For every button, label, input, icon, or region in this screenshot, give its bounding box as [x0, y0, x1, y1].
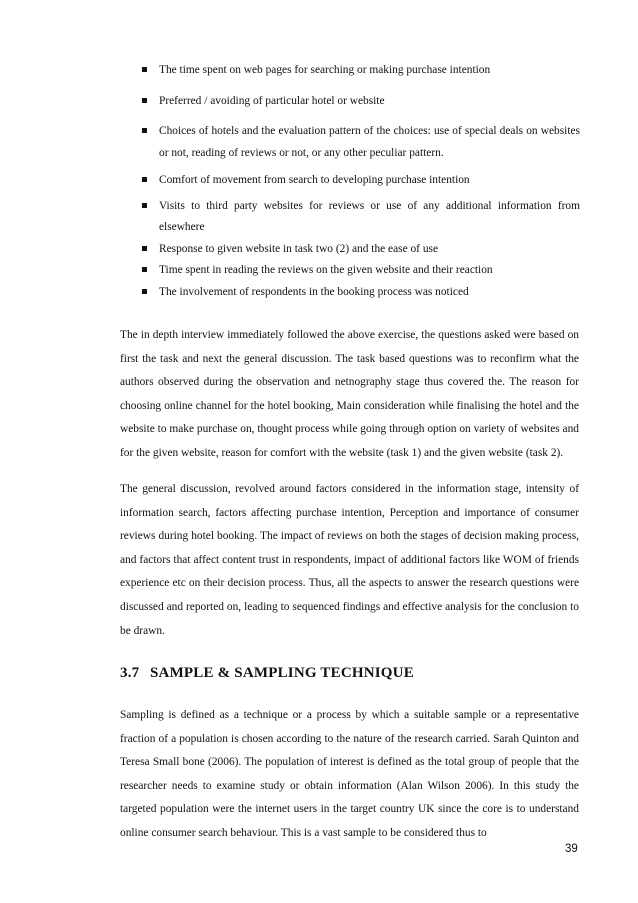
- list-item: [120, 91, 580, 113]
- list-item-text: Visits to third party websites for reviews or use of any additional information from elsewhere: [159, 199, 580, 233]
- section-title: SAMPLE & SAMPLING TECHNIQUE: [150, 665, 414, 681]
- section-heading: [120, 665, 414, 682]
- paragraph-interview: The in depth interview immediately followed the above exercise, the questions asked were based on first the task and next the general discussion. The task based questions was to reconfirm what the authors observed during the observation and netnography stage thus covered the. The reason for choosing online channel for the hotel booking, Main consideration while finalising the hotel and the website to make purchase on, thought process while going through option on variety of websites and for the given website, reason for comfort with the website (task 1) and the given website (task 2).: [120, 329, 579, 459]
- list-item: [120, 121, 580, 164]
- page-number: 39: [565, 843, 578, 855]
- list-item-text: Time spent in reading the reviews on the given website and their reaction: [159, 264, 493, 276]
- list-item: [120, 260, 580, 282]
- square-bullet-icon: [142, 98, 147, 103]
- list-item: [120, 196, 580, 239]
- square-bullet-icon: [142, 177, 147, 182]
- list-item-text: Preferred / avoiding of particular hotel or website: [159, 94, 385, 107]
- paragraph-general-discussion: The general discussion, revolved around factors considered in the information stage, intensity of information search, factors affecting purchase intention, Perception and importance of consumer reviews during hotel booking. The impact of reviews on both the stages of decision making process, and factors that affect content trust in respondents, impact of additional factors like WOM of friends experience etc on their decision process. Thus, all the aspects to answer the research questions were discussed and reported on, leading to sequenced findings and effective analysis for the conclusion to be drawn.: [120, 483, 579, 637]
- square-bullet-icon: [142, 246, 147, 251]
- paragraph-sampling: Sampling is defined as a technique or a process by which a suitable sample or a representative fraction of a population is chosen according to the nature of the research carried. Sarah Quinton and Teresa Small bone (2006). The population of interest is defined as the total group of people that the researcher needs to examine study or obtain information (Alan Wilson 2006). In this study the targeted population were the internet users in the target country UK since the core is to understand online consumer search behaviour. This is a vast sample to be considered thus to: [120, 709, 579, 839]
- list-item-text: The time spent on web pages for searching or making purchase intention: [159, 64, 491, 76]
- section-number: 3.7: [120, 665, 140, 681]
- square-bullet-icon: [142, 289, 147, 294]
- list-item: [120, 170, 580, 192]
- square-bullet-icon: [142, 203, 147, 208]
- list-item-text: Choices of hotels and the evaluation pattern of the choices: use of special deals on websites or not, reading of reviews or not, or any other peculiar pattern.: [159, 125, 580, 159]
- list-item-text: Response to given website in task two (2) and the ease of use: [159, 242, 439, 255]
- list-item: [120, 60, 580, 82]
- square-bullet-icon: [142, 67, 147, 72]
- list-item-text: Comfort of movement from search to developing purchase intention: [159, 174, 470, 186]
- square-bullet-icon: [142, 267, 147, 272]
- list-item-text: The involvement of respondents in the booking process was noticed: [159, 285, 469, 298]
- square-bullet-icon: [142, 128, 147, 133]
- list-item: [120, 239, 580, 261]
- bullet-list: [120, 60, 580, 303]
- list-item: [120, 282, 580, 304]
